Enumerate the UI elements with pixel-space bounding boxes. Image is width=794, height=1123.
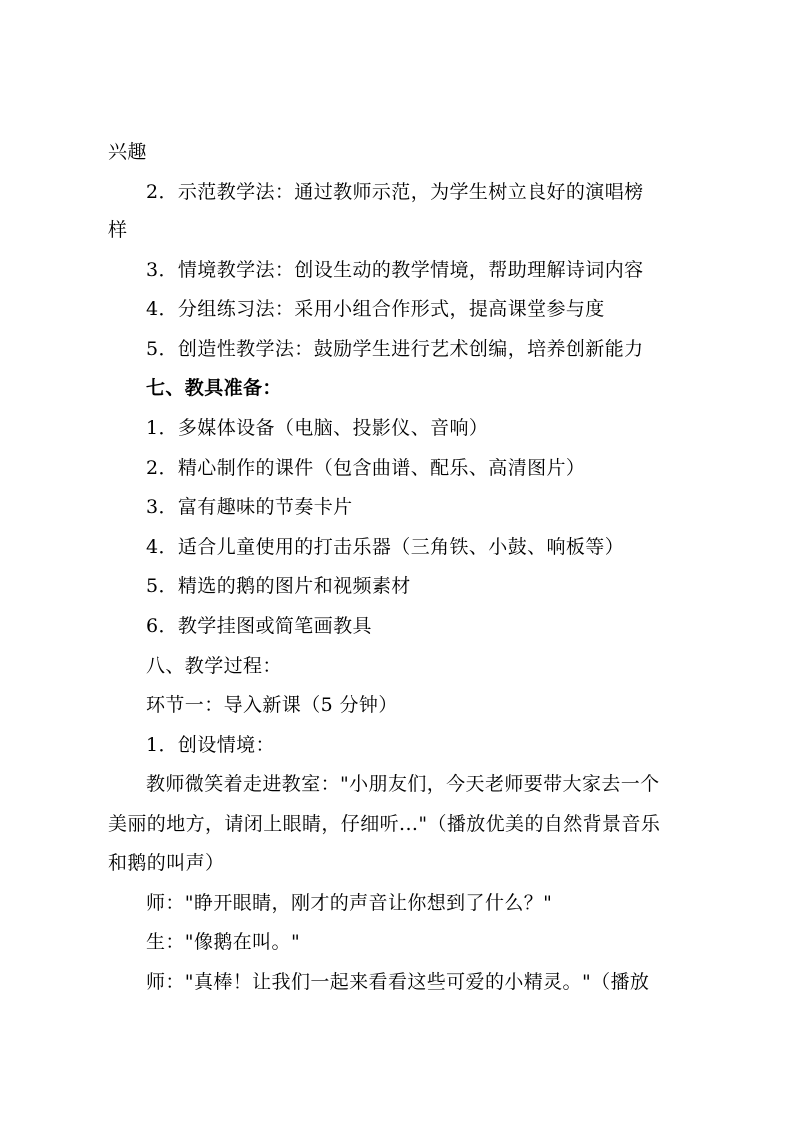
text-line: 3．富有趣味的节奏卡片 [146, 496, 353, 518]
text-line: 师："真棒！让我们一起来看看这些可爱的小精灵。"（播放 [146, 971, 650, 993]
text-line: 环节一：导入新课（5 分钟） [146, 694, 398, 716]
text-line: 2．精心制作的课件（包含曲谱、配乐、高清图片） [146, 457, 586, 479]
text-line: 美丽的地方，请闭上眼睛，仔细听..."（播放优美的自然背景音乐 [108, 813, 661, 835]
text-line: 4．分组练习法：采用小组合作形式，提高课堂参与度 [146, 298, 605, 320]
text-line: 4．适合儿童使用的打击乐器（三角铁、小鼓、响板等） [146, 536, 625, 558]
text-line: 师："睁开眼睛，刚才的声音让你想到了什么？" [146, 892, 553, 914]
text-line: 和鹅的叫声） [108, 852, 225, 874]
section-heading: 七、教具准备： [146, 377, 282, 399]
text-line: 兴趣 [108, 141, 147, 163]
text-line: 1．多媒体设备（电脑、投影仪、音响） [146, 417, 489, 439]
text-line: 生："像鹅在叫。" [146, 931, 301, 953]
text-line: 5．精选的鹅的图片和视频素材 [146, 575, 411, 597]
text-line: 1．创设情境： [146, 734, 275, 756]
text-line: 6．教学挂图或简笔画教具 [146, 615, 372, 637]
text-line: 5．创造性教学法：鼓励学生进行艺术创编，培养创新能力 [146, 338, 644, 360]
text-line: 2．示范教学法：通过教师示范，为学生树立良好的演唱榜 [146, 181, 644, 203]
text-line: 3．情境教学法：创设生动的教学情境，帮助理解诗词内容 [146, 259, 644, 281]
text-line: 教师微笑着走进教室："小朋友们，今天老师要带大家去一个 [146, 773, 660, 795]
text-line: 样 [108, 219, 128, 241]
section-heading: 八、教学过程： [146, 655, 282, 677]
